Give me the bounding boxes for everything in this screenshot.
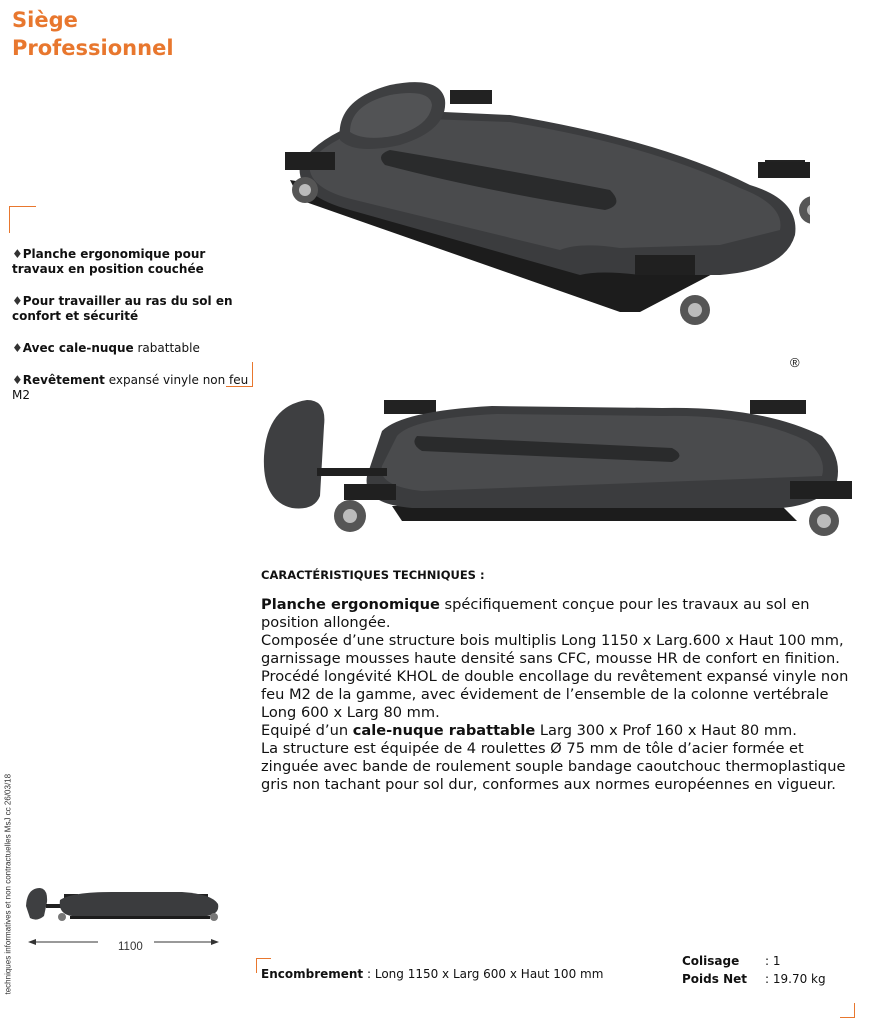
tech-highlight: cale-nuque rabattable <box>352 722 536 739</box>
feature-text: Planche ergonomique pour travaux en position couchée <box>12 247 206 276</box>
feature-item <box>12 341 257 356</box>
feature-text: Revêtement <box>22 373 105 387</box>
side-disclaimer: techniques informatives et non contractuelles MsJ cc 26/03/18 <box>3 773 13 995</box>
product-thumbnail <box>22 884 226 926</box>
feature-item <box>12 247 257 277</box>
diamond-bullet-icon: ♦ <box>12 373 23 387</box>
feature-text-rest: rabattable <box>133 341 200 355</box>
feature-item <box>12 294 257 324</box>
tech-highlight: Planche ergonomique <box>261 596 440 613</box>
feature-list <box>12 247 257 420</box>
product-title <box>12 6 174 62</box>
encombrement-row <box>261 967 603 981</box>
registered-mark: ® <box>790 355 800 370</box>
product-photo-side <box>262 396 854 542</box>
spec-poids <box>682 972 826 986</box>
title-line-1: Siège <box>12 8 78 32</box>
tech-description <box>261 596 861 794</box>
encombrement-label: Encombrement <box>261 967 364 981</box>
diamond-bullet-icon: ♦ <box>12 247 23 261</box>
colisage-value: : 1 <box>765 954 781 968</box>
poids-label: Poids Net <box>682 972 747 986</box>
feature-item <box>12 373 257 403</box>
feature-text: Avec cale-nuque <box>22 341 134 355</box>
tech-paragraph <box>261 722 861 740</box>
diamond-bullet-icon: ♦ <box>12 294 23 308</box>
tech-paragraph: La structure est équipée de 4 roulettes Ø 75 mm de tôle d’acier formée et zinguée avec bande de roulement souple bandage caoutchouc thermoplastique gris non tachant pour sol dur, conformes aux normes européennes en vigueur. <box>261 740 846 793</box>
product-photo-top <box>280 70 810 340</box>
tech-section-title: CARACTÉRISTIQUES TECHNIQUES : <box>261 568 485 582</box>
corner-mark-bottom-right <box>840 1003 855 1018</box>
poids-value: : 19.70 kg <box>765 972 826 986</box>
corner-mark-top-left <box>9 206 36 233</box>
spec-colisage <box>682 954 781 968</box>
tech-text: spécifiquement conçue pour les travaux au sol en position allongée. <box>261 596 810 631</box>
tech-text: Equipé d’un <box>261 722 353 739</box>
tech-text: Larg 300 x Prof 160 x Haut 80 mm. <box>535 722 797 739</box>
diamond-bullet-icon: ♦ <box>12 341 23 355</box>
colisage-label: Colisage <box>682 954 740 968</box>
tech-paragraph: Procédé longévité KHOL de double encollage du revêtement expansé vinyle non feu M2 de la gamme, avec évidement de l’ensemble de la colonne vertébrale Long 600 x Larg 80 mm. <box>261 668 849 721</box>
feature-text: Pour travailler au ras du sol en confort et sécurité <box>12 294 233 323</box>
encombrement-value: : Long 1150 x Larg 600 x Haut 100 mm <box>363 967 604 981</box>
tech-paragraph: Composée d’une structure bois multiplis Long 1150 x Larg.600 x Haut 100 mm, garnissage mousses haute densité sans CFC, mousse HR de confort en finition. <box>261 632 844 667</box>
title-line-2: Professionnel <box>12 36 174 60</box>
tech-paragraph <box>261 596 861 632</box>
dimension-label: 1100 <box>118 941 143 953</box>
feature-text-rest: expansé vinyle non feu M2 <box>12 373 249 402</box>
